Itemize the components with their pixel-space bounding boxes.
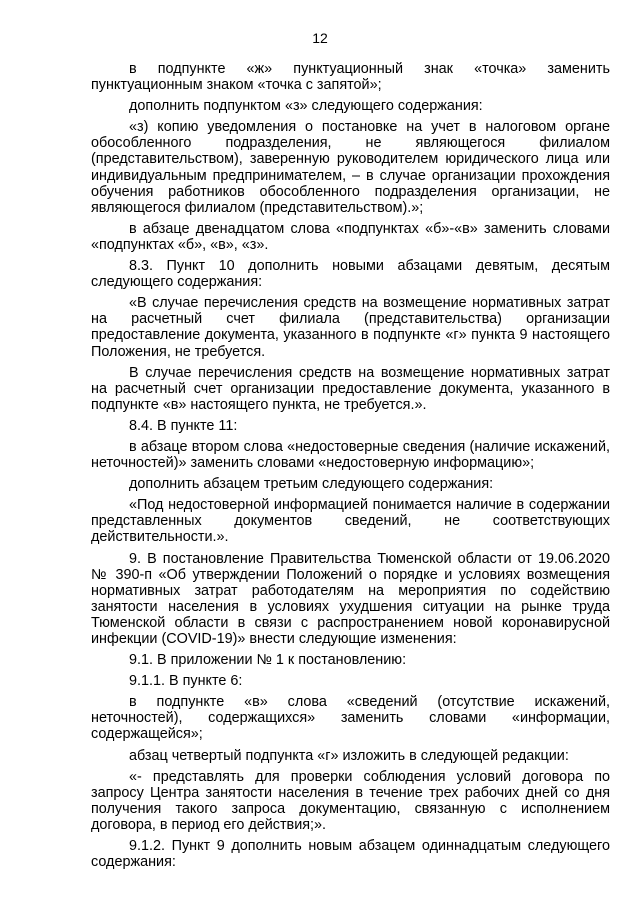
paragraph: абзац четвертый подпункта «г» изложить в следующей редакции: <box>129 747 569 764</box>
paragraph: 8.3. Пункт 10 дополнить новыми абзацами девятым, десятым следующего содержания: <box>91 258 610 291</box>
paragraph: В случае перечисления средств на возмещение нормативных затрат на расчетный счет организации предоставление документа, указанного в подпункте «в» настоящего пункта, не требуется.». <box>91 364 610 413</box>
paragraph: 8.4. В пункте 11: <box>129 417 238 434</box>
paragraph: «- представлять для проверки соблюдения условий договора по запросу Центра занятости населения в течение трех рабочих дней со дня получения такого запроса документацию, связанную с исполнением договора, в период его действия;». <box>91 768 610 833</box>
paragraph: дополнить подпунктом «з» следующего содержания: <box>129 98 483 115</box>
document-body <box>91 61 610 875</box>
paragraph: в подпункте «ж» пунктуационный знак «точка» заменить пунктуационным знаком «точка с запятой»; <box>91 61 610 94</box>
paragraph: 9. В постановление Правительства Тюменской области от 19.06.2020 № 390-п «Об утверждении Положений о порядке и условиях возмещения нормативных затрат работодателям на мероприятия по содействию занятости населения в условиях ухудшения ситуации на рынке труда Тюменской области в связи с распространением новой коронавирусной инфекции (COVID-19)» внести следующие изменения: <box>91 550 610 647</box>
paragraph: в абзаце втором слова «недостоверные сведения (наличие искажений, неточностей)» заменить словами «недостоверную информацию»; <box>91 438 610 472</box>
paragraph: 9.1. В приложении № 1 к постановлению: <box>129 652 407 669</box>
paragraph: 9.1.1. В пункте 6: <box>129 673 243 690</box>
paragraph: «Под недостоверной информацией понимается наличие в содержании представленных документов сведений, не соответствующих действительности.». <box>91 497 610 546</box>
paragraph: 9.1.2. Пункт 9 дополнить новым абзацем одиннадцатым следующего содержания: <box>91 838 610 871</box>
page-number: 12 <box>312 30 328 46</box>
paragraph: в подпункте «в» слова «сведений (отсутствие искажений, неточностей), содержащихся» заменить словами «информации, содержащейся»; <box>91 694 610 743</box>
paragraph: в абзаце двенадцатом слова «подпунктах «б»-«в» заменить словами «подпунктах «б», «в», «з». <box>91 220 610 253</box>
paragraph: дополнить абзацем третьим следующего содержания: <box>129 476 494 493</box>
paragraph: «з) копию уведомления о постановке на учет в налоговом органе обособленного подразделения, не являющегося филиалом (представительством), заверенную руководителем юридического лица или индивидуальным предпринимателем, – в случае организации прохождения обучения работников обособленного подразделения организации, не являющегося филиалом (представительством).»; <box>91 119 610 216</box>
paragraph: «В случае перечисления средств на возмещение нормативных затрат на расчетный счет филиала (представительства) организации предоставление документа, указанного в подпункте «г» пункта 9 настоящего Положения, не требуется. <box>91 295 610 360</box>
